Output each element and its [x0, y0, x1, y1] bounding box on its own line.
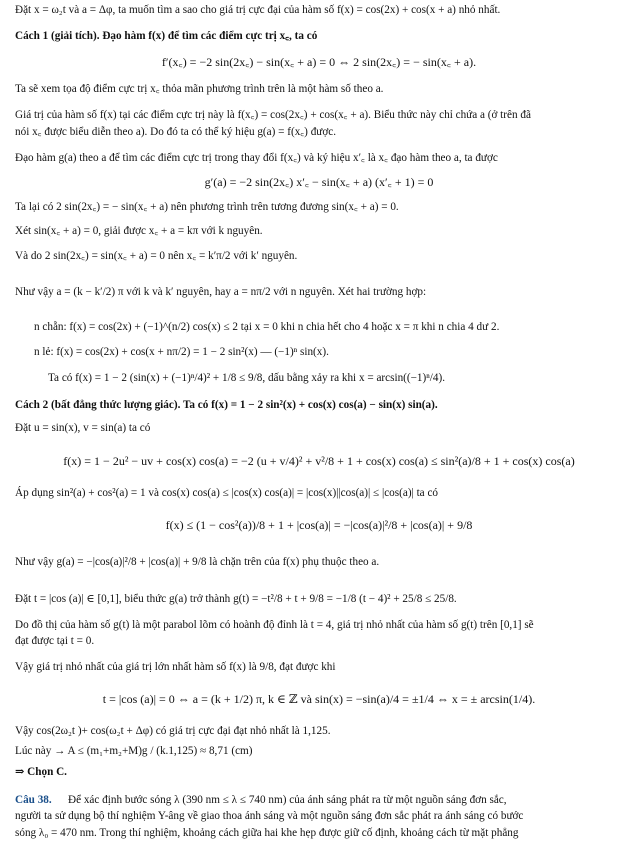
equation-bound: f(x) ≤ (1 − cos²(a))/8 + 1 + |cos(a)| = −|cos(a)|²/8 + |cos(a)| + 9/8: [165, 518, 473, 532]
text-line: Và do 2 sin(2x꜀) = sin(x꜀ + a) = 0 nên x꜀ = k′π/2 với k′ nguyên.: [15, 250, 298, 262]
equation-derivative: f′(x꜀) = −2 sin(2x꜀) − sin(x꜀ + a) = 0 ⇔ 2 sin(2x꜀) = − sin(x꜀ + a).: [161, 55, 477, 69]
text-line: đạt được tại t = 0.: [15, 635, 95, 647]
text-line: Lúc này → A ≤ (m₁+m₂+M)g / (k.1,125) ≈ 8,71 (cm): [15, 745, 253, 757]
equation-solution: t = |cos (a)| = 0 ⇔ a = (k + 1/2) π, k ∈ ℤ và sin(x) = −sin(a)/4 = ±1/4 ⇔ x = ± arcsin(1/4).: [102, 692, 536, 706]
method-1-heading: Cách 1 (giải tích). Đạo hàm f(x) để tìm các điểm cực trị x꜀, ta có: [15, 30, 318, 42]
bullet-item: • n lẻ: f(x) = cos(2x) + cos(x + nπ/2) = 1 − 2 sin²(x) — (−1)ⁿ sin(x).: [34, 345, 626, 359]
text-line: Ta có f(x) = 1 − 2 (sin(x) + (−1)ⁿ/4)² + 1/8 ≤ 9/8, dấu bằng xảy ra khi x = arcsin((−1)ⁿ/4).: [48, 372, 446, 384]
text-line: Như vậy g(a) = −|cos(a)|²/8 + |cos(a)| + 9/8 là chặn trên của f(x) phụ thuộc theo a.: [15, 556, 380, 568]
question-text: Để xác định bước sóng λ (390 nm ≤ λ ≤ 740 nm) của ánh sáng phát ra từ một nguồn sáng đơn sắc,: [68, 794, 507, 806]
answer-line: ⇒ Chọn C.: [15, 766, 67, 778]
text-line: Ta sẽ xem tọa độ điểm cực trị x꜀ thỏa mãn phương trình trên là một hàm số theo a.: [15, 83, 384, 95]
method-2-heading: Cách 2 (bất đẳng thức lượng giác). Ta có f(x) = 1 − 2 sin²(x) + cos(x) cos(a) − sin(x) sin(a).: [15, 399, 438, 411]
question-text: người ta sử dụng bộ thí nghiệm Y-âng về giao thoa ánh sáng và một nguồn sáng đơn sắc phát ra ánh sáng có bước: [15, 810, 524, 822]
text-line: Như vậy a = (k − k′/2) π với k và k′ nguyên, hay a = nπ/2 với n nguyên. Xét hai trường hợp:: [15, 286, 427, 298]
text-line: Vậy cos(2ω₂t )+ cos(ω₂t + Δφ) có giá trị cực đại đạt nhỏ nhất là 1,125.: [15, 725, 331, 737]
equation-g-derivative: g′(a) = −2 sin(2x꜀) x′꜀ − sin(x꜀ + a) (x′꜀ + 1) = 0: [204, 175, 434, 189]
text-line: Áp dụng sin²(a) + cos²(a) = 1 và cos(x) cos(a) ≤ |cos(x) cos(a)| = |cos(x)||cos(a)| ≤ |cos(a)| ta có: [15, 487, 439, 499]
text-line: Đặt t = |cos (a)| ∈ [0,1], biểu thức g(a) trở thành g(t) = −t²/8 + t + 9/8 = −1/8 (t − 4)² + 25/8 ≤ 25/8.: [15, 593, 457, 605]
question-text: sóng λ₀ = 470 nm. Trong thí nghiệm, khoảng cách giữa hai khe hẹp được giữ cố định, khoảng cách từ mặt phẳng: [15, 827, 519, 839]
text-line: Vậy giá trị nhỏ nhất của giá trị lớn nhất hàm số f(x) là 9/8, đạt được khi: [15, 661, 336, 673]
text-line: nói x꜀ được biểu diễn theo a). Do đó ta có thể ký hiệu g(a) = f(x꜀) được.: [15, 126, 337, 138]
text-line: Ta lại có 2 sin(2x꜀) = − sin(x꜀ + a) nên phương trình trên tương đương sin(x꜀ + a) = 0.: [15, 201, 399, 213]
text-line: Đặt x = ω₂t và a = Δφ, ta muốn tìm a sao cho giá trị cực đại của hàm số f(x) = cos(2x) + cos(x + a) nhỏ nhất.: [15, 4, 501, 16]
text-line: Xét sin(x꜀ + a) = 0, giải được x꜀ + a = kπ với k nguyên.: [15, 225, 263, 237]
text-line: Đặt u = sin(x), v = sin(a) ta có: [15, 422, 151, 434]
bullet-item: • n chẵn: f(x) = cos(2x) + (−1)^(n/2) cos(x) ≤ 2 tại x = 0 khi n chia hết cho 4 hoặc x = π khi n chia 4 dư 2.: [34, 320, 626, 334]
text-line: Giá trị của hàm số f(x) tại các điểm cực trị này là f(x꜀) = cos(2x꜀) + cos(x꜀ + a). Biểu thức này chỉ chứa a (ở trên đã: [15, 109, 531, 121]
text-line: Đạo hàm g(a) theo a để tìm các điểm cực trị trong thay đổi f(x꜀) và ký hiệu x′꜀ là x꜀ đạo hàm theo a, ta được: [15, 152, 498, 164]
equation-expansion: f(x) = 1 − 2u² − uv + cos(x) cos(a) = −2 (u + v/4)² + v²/8 + 1 + cos(x) cos(a) ≤ sin²(a)/8 + 1 + cos(x) cos(a): [63, 454, 575, 468]
text-line: Do đồ thị của hàm số g(t) là một parabol lõm có hoành độ đỉnh là t = 4, giá trị nhỏ nhất của hàm số g(t) trên [0,1] sẽ: [15, 619, 534, 631]
question-number: Câu 38.: [15, 794, 52, 806]
